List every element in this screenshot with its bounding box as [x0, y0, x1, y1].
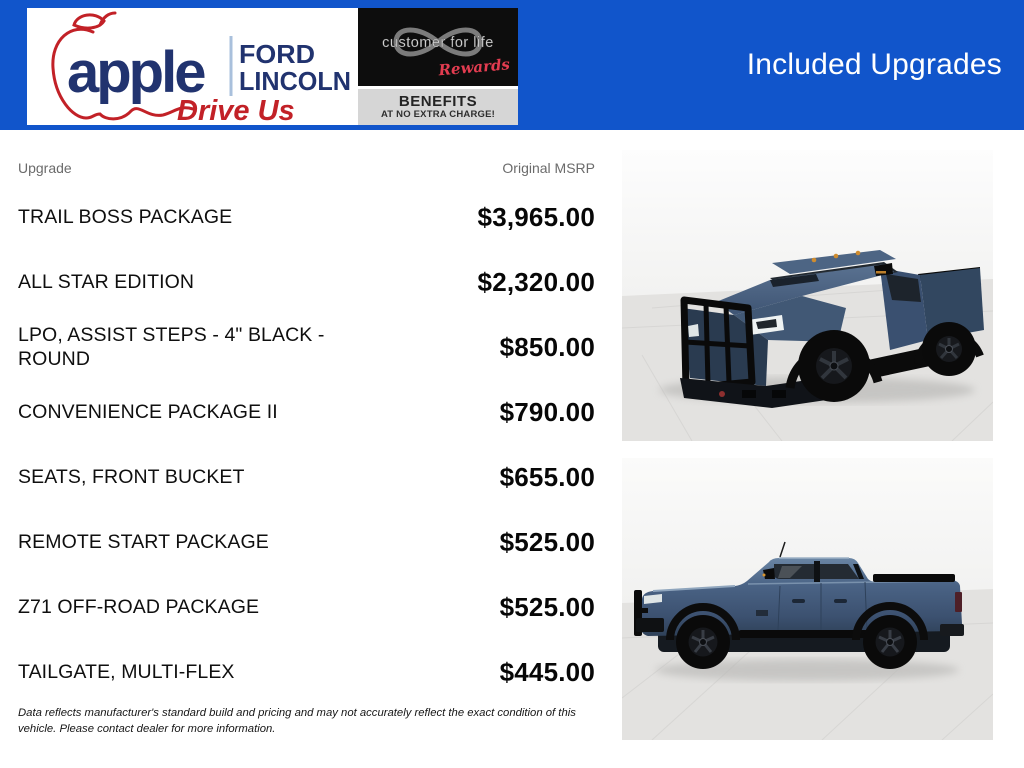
benefits-badge	[358, 89, 518, 125]
rewards-script: Rewards	[437, 55, 511, 80]
upgrade-price: $445.00	[499, 657, 595, 687]
table-row	[18, 380, 595, 445]
dealer-logo-left	[27, 8, 358, 125]
table-row	[18, 575, 595, 640]
upgrade-price: $3,965.00	[477, 202, 595, 232]
brand-ford: FORD	[239, 39, 315, 69]
upgrade-price: $525.00	[499, 527, 595, 557]
upgrade-name: TAILGATE, MULTI-FLEX	[18, 660, 235, 683]
customer-for-life-badge	[358, 8, 518, 86]
upgrade-price: $525.00	[499, 592, 595, 622]
front-wheel	[676, 615, 730, 669]
table-row	[18, 250, 595, 315]
dealer-name: apple	[67, 40, 204, 105]
column-header-msrp: Original MSRP	[502, 160, 595, 176]
apple-ford-lincoln-logo	[27, 8, 358, 125]
column-header-upgrade: Upgrade	[18, 160, 72, 176]
dealer-logo-right	[358, 8, 518, 125]
table-row	[18, 315, 595, 380]
upgrades-table	[18, 160, 595, 705]
upgrade-name: REMOTE START PACKAGE	[18, 530, 269, 553]
table-row	[18, 640, 595, 705]
upgrade-name: Z71 OFF-ROAD PACKAGE	[18, 595, 260, 618]
table-row	[18, 185, 595, 250]
rewards-title: customer for life	[382, 35, 494, 51]
logo-tagline: Drive Us	[177, 95, 295, 125]
brand-lincoln: LINCOLN	[239, 66, 351, 96]
page-title: Included Upgrades	[746, 48, 1002, 81]
benefits-title: BENEFITS	[398, 93, 478, 111]
rear-wheel	[863, 615, 917, 669]
disclaimer-text: Data reflects manufacturer's standard build and pricing and may not accurately reflect the exact condition of this vehicle. Please contact dealer for more information.	[18, 707, 576, 735]
table-row	[18, 510, 595, 575]
rear-wheel	[922, 322, 976, 376]
vehicle-photo-front-three-quarter	[622, 150, 993, 441]
table-row	[18, 445, 595, 510]
customer-for-life-graphic	[358, 8, 518, 86]
upgrade-price: $790.00	[499, 397, 595, 427]
upgrade-price: $2,320.00	[477, 267, 595, 297]
header-banner	[0, 0, 1024, 130]
benefits-subtitle: AT NO EXTRA CHARGE!	[380, 108, 496, 120]
upgrade-price: $850.00	[499, 332, 595, 362]
upgrade-name: SEATS, FRONT BUCKET	[18, 465, 245, 488]
upgrade-name: TRAIL BOSS PACKAGE	[18, 205, 233, 228]
dealer-logo	[27, 8, 518, 125]
vehicle-photo-side	[622, 458, 993, 740]
table-rows	[18, 185, 595, 705]
upgrade-price: $655.00	[499, 462, 595, 492]
table-column-headers	[18, 160, 595, 180]
front-wheel	[798, 330, 870, 402]
upgrade-name: LPO, ASSIST STEPS - 4" BLACK - ROUND	[18, 324, 325, 370]
vehicle-photos	[622, 150, 993, 740]
upgrade-name: CONVENIENCE PACKAGE II	[18, 400, 278, 423]
upgrade-name: ALL STAR EDITION	[18, 270, 195, 293]
